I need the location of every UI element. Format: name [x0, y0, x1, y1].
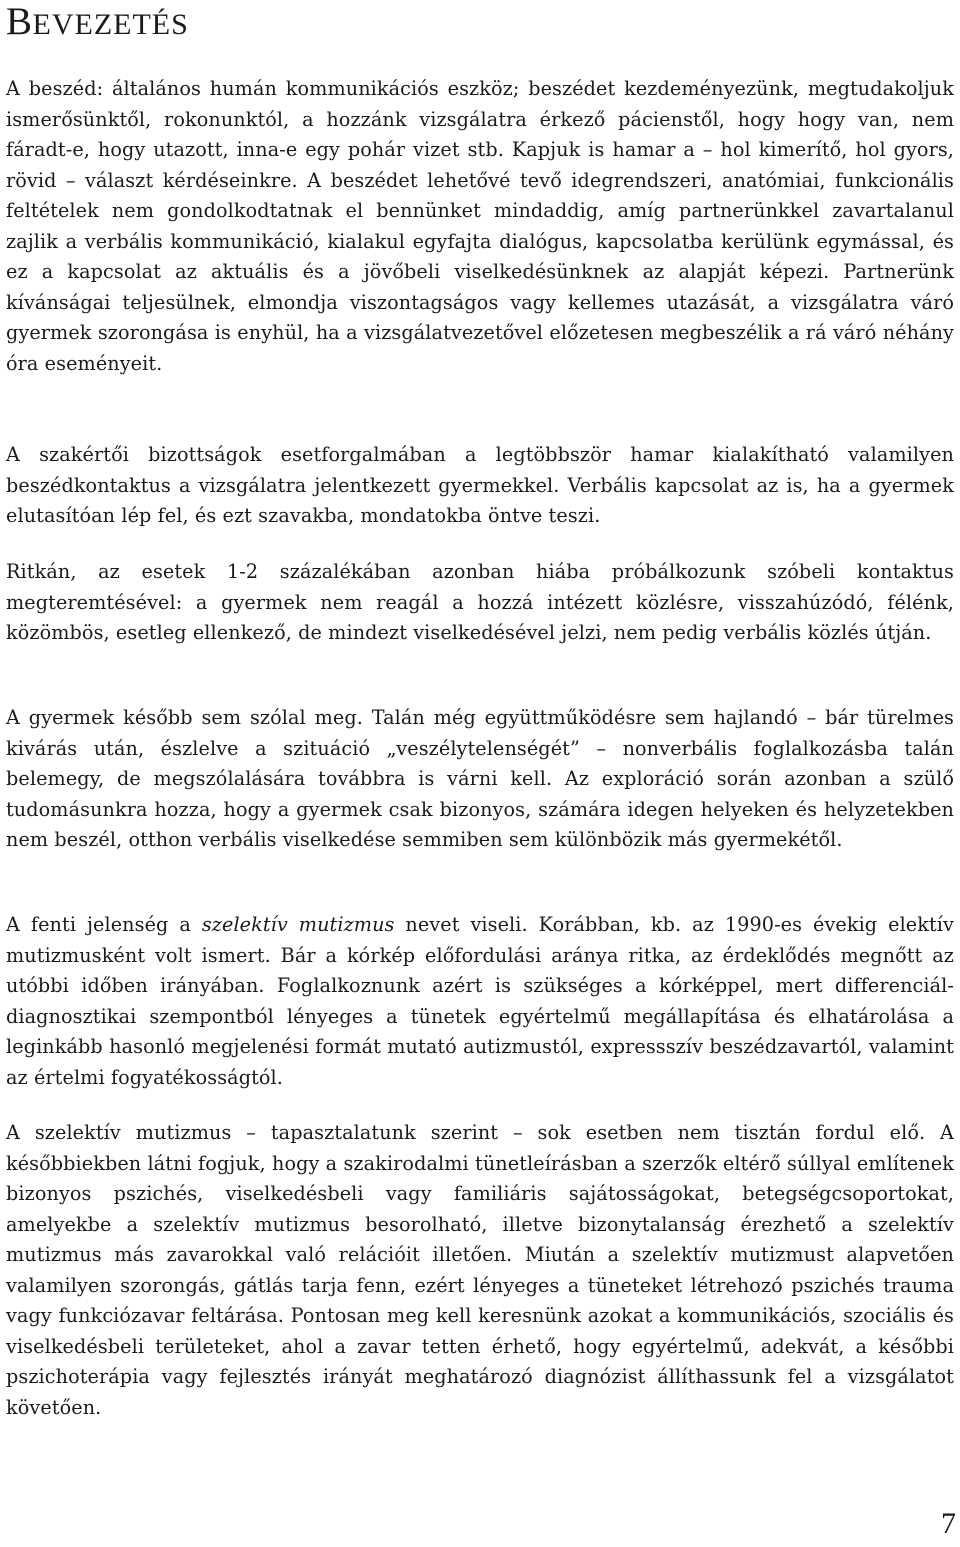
paragraph-2: A szakértői bizottságok esetforgalmában a legtöbbször hamar kialakítható valamilyen beszédkontaktus a vizsgálatra jelentkezett gyermekkel. Verbális kapcsolat az is, ha a gyermek elutasítóan lép fel, és ezt szavakba, mondatokba öntve teszi.	[6, 443, 954, 527]
heading-initial: B	[6, 0, 33, 43]
paragraph-4: A gyermek később sem szólal meg. Talán még együttműködésre sem hajlandó – bár türelmes kivárás után, észlelve a szituáció „veszélytelenségét” – nonverbális foglalkozásba talán belemegy, de megszólalására továbbra is várni kell. Az exploráció során azonban a szülő tudomásunkra hozza, hogy a gyermek csak bizonyos, számára idegen helyeken és helyzetekben nem beszél, otthon verbális viselkedése semmiben sem különbözik más gyermekétől.	[6, 706, 954, 851]
paragraph-5	[6, 910, 954, 1093]
page-number: 7	[941, 1507, 956, 1540]
paragraph-3: Ritkán, az esetek 1-2 százalékában azonban hiába próbálkozunk szóbeli kontaktus megteremtésével: a gyermek nem reagál a hozzá intézett közlésre, visszahúzódó, félénk, közömbös, esetleg ellenkező, de mindezt viselkedésével jelzi, nem pedig verbális közlés útján.	[6, 560, 954, 644]
heading-rest: EVEZETÉS	[32, 8, 189, 41]
paragraph-6: A szelektív mutizmus – tapasztalatunk szerint – sok esetben nem tisztán fordul elő. A későbbiekben látni fogjuk, hogy a szakirodalmi tünetleírásban a szerzők eltérő súllyal említenek bizonyos pszichés, viselkedésbeli vagy familiáris sajátosságokat, betegségcsoportokat, amelyekbe a szelektív mutizmus besorolható, illetve bizonytalanság érezhető a szelektív mutizmus más zavarokkal való relációit illetően. Miután a szelektív mutizmust alapvetően valamilyen szorongás, gátlás tarja fenn, ezért lényeges a tüneteket létrehozó pszichés trauma vagy funkciózavar feltárása. Pontosan meg kell keresnünk azokat a kommunikációs, szociális és viselkedésbeli területeket, ahol a zavar tetten érhető, hogy egyértelmű, adekvát, a későbbi pszichoterápia vagy fejlesztés irányát meghatározó diagnózist állíthassunk fel a vizsgálatot követően.	[6, 1121, 954, 1419]
term-selective-mutism: szelektív mutizmus	[201, 913, 395, 936]
chapter-heading	[6, 2, 189, 45]
paragraph-5-rest: nevet viseli. Korábban, kb. az 1990-es évekig elektív mutizmusként volt ismert. Bár a kórkép előfordulási aránya ritka, az érdeklődés megnőtt az utóbbi időben irányában. Foglalkoznunk azért is szükséges a kórképpel, mert differenciál-diagnosztikai szempontból lényeges a tünetek egyértelmű megállapítása és elhatárolása a leginkább hasonló megjelenési formát mutató autizmustól, expressszív beszédzavartól, valamint az értelmi fogyatékosságtól.	[6, 913, 954, 1089]
paragraph-5-lead: A fenti jelenség a	[6, 913, 202, 936]
paragraph-1: A beszéd: általános humán kommunikációs eszköz; beszédet kezdeményezünk, megtudakoljuk ismerősünktől, rokonunktól, a hozzánk vizsgálatra érkező pácienstől, hogy hogy van, nem fáradt-e, hogy utazott, inna-e egy pohár vizet stb. Kapjuk is hamar a – hol kimerítő, hol gyors, rövid – választ kérdéseinkre. A beszédet lehetővé tevő idegrendszeri, anatómiai, funkcionális feltételek nem gondolkodtatnak el bennünket mindaddig, amíg partnerünkkel zavartalanul zajlik a verbális kommunikáció, kialakul egyfajta dialógus, kapcsolatba kerülünk egymással, és ez a kapcsolat az aktuális és a jövőbeli viselkedésünknek az alapját képezi. Partnerünk kívánságai teljesülnek, elmondja viszontagságos vagy kellemes utazását, a vizsgálatra váró gyermek szorongása is enyhül, ha a vizsgálatvezetővel előzetesen megbeszélik a rá váró néhány óra eseményeit.	[6, 77, 954, 375]
